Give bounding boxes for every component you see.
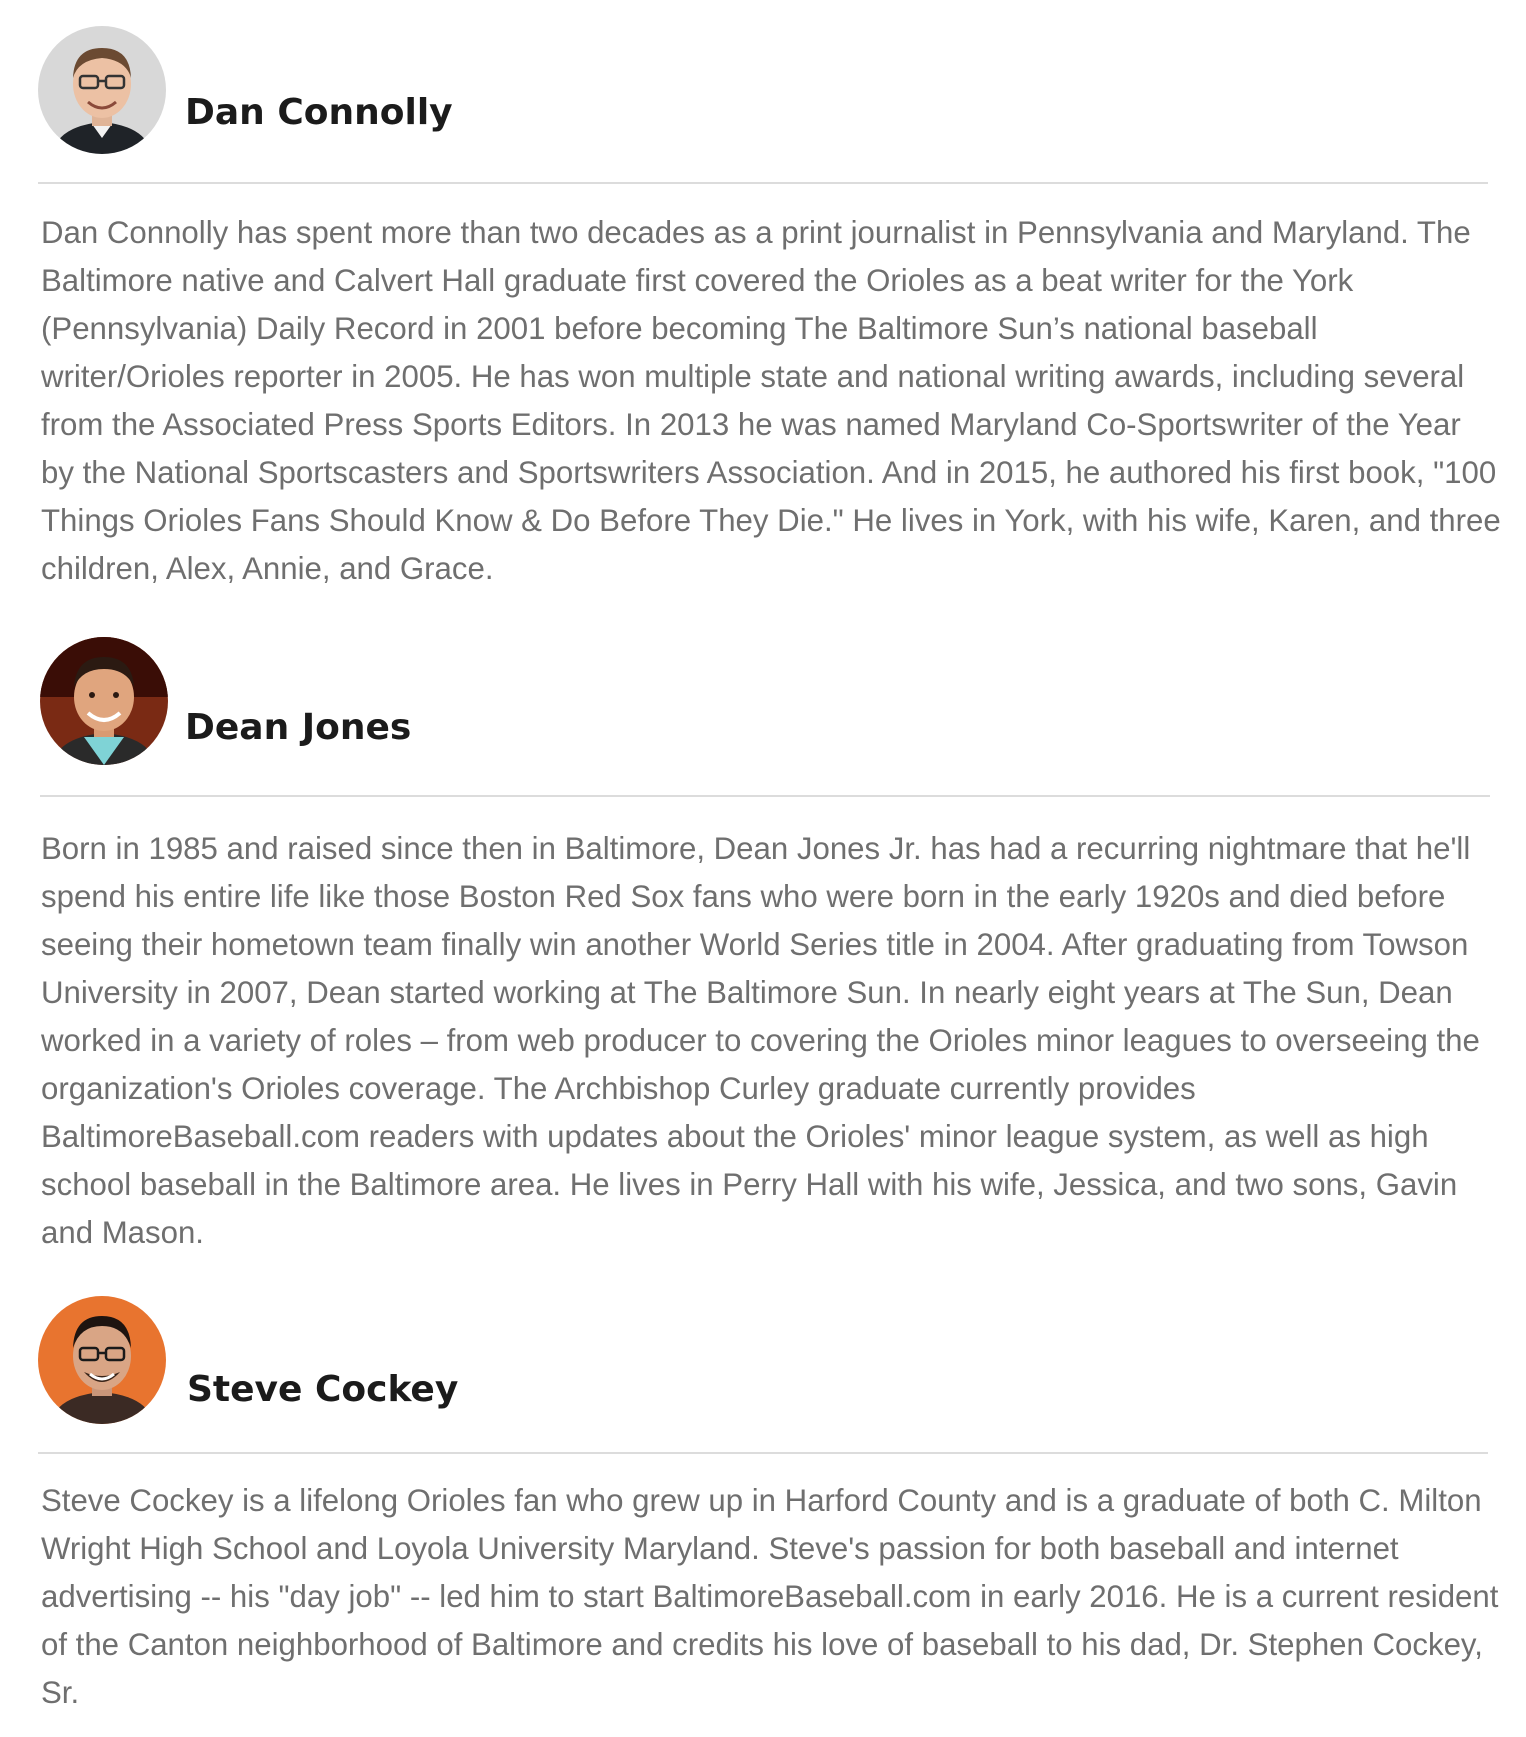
avatar-photo-icon: [38, 26, 166, 154]
divider: [38, 1452, 1488, 1454]
author-bio: Dan Connolly has spent more than two decades as a print journalist in Pennsylvania and Maryland. The Baltimore native and Calvert Hall graduate first covered the Orioles as a beat writer for the York (Pennsylvania) Daily Record in 2001 before becoming The Baltimore Sun’s national baseball writer/Orioles reporter in 2005. He has won multiple state and national writing awards, including several from the Associated Press Sports Editors. In 2013 he was named Maryland Co-Sportswriter of the Year by the National Sportscasters and Sportswriters Association. And in 2015, he authored his first book, "100 Things Orioles Fans Should Know & Do Before They Die." He lives in York, with his wife, Karen, and three children, Alex, Annie, and Grace.: [41, 215, 1501, 586]
divider: [38, 182, 1488, 184]
avatar-photo-icon: [40, 637, 168, 765]
author-bio: Steve Cockey is a lifelong Orioles fan who grew up in Harford County and is a graduate of both C. Milton Wright High School and Loyola University Maryland. Steve's passion for both baseball and internet advertising -- his "day job" -- led him to start BaltimoreBaseball.com in early 2016. He is a current resident of the Canton neighborhood of Baltimore and credits his love of baseball to his dad, Dr. Stephen Cockey, Sr.: [41, 1483, 1499, 1710]
author-name: Dan Connolly: [185, 92, 453, 133]
author-name: Steve Cockey: [187, 1369, 459, 1410]
author-bio: Born in 1985 and raised since then in Baltimore, Dean Jones Jr. has had a recurring nightmare that he'll spend his entire life like those Boston Red Sox fans who were born in the early 1920s and died before seeing their hometown team finally win another World Series title in 2004. After graduating from Towson University in 2007, Dean started working at The Baltimore Sun. In nearly eight years at The Sun, Dean worked in a variety of roles – from web producer to covering the Orioles minor leagues to overseeing the organization's Orioles coverage. The Archbishop Curley graduate currently provides BaltimoreBaseball.com readers with updates about the Orioles' minor league system, as well as high school baseball in the Baltimore area. He lives in Perry Hall with his wife, Jessica, and two sons, Gavin and Mason.: [41, 831, 1480, 1250]
author-name: Dean Jones: [185, 707, 412, 748]
avatar-photo-icon: [38, 1296, 166, 1424]
divider: [40, 795, 1490, 797]
